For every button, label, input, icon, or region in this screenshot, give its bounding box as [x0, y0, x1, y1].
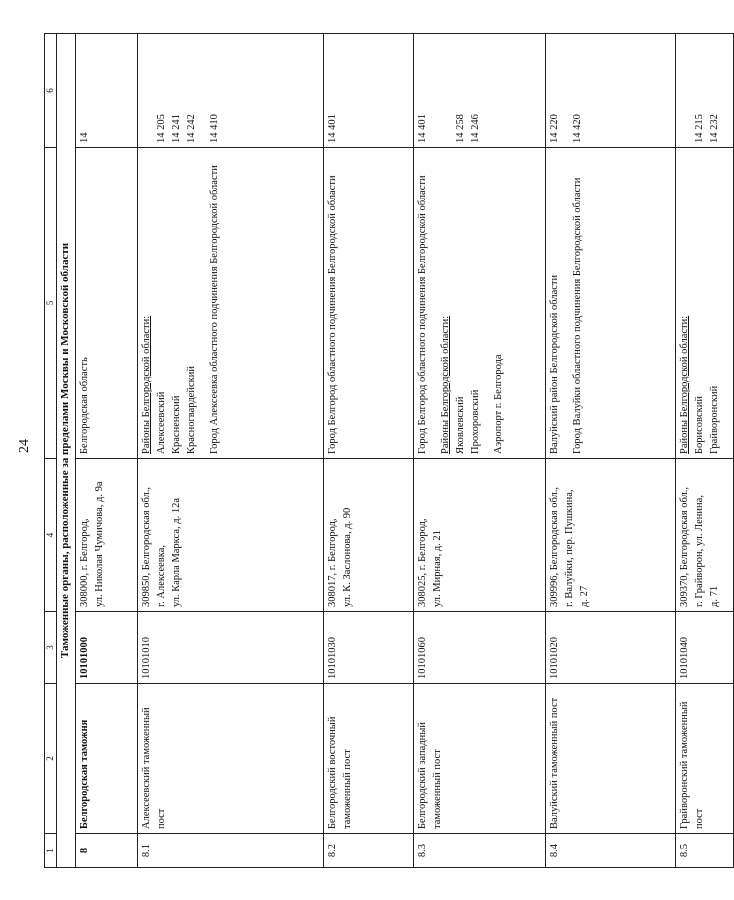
okato-code: 14 220 [549, 114, 560, 143]
okato-spacer [439, 38, 454, 143]
okato-cell [324, 34, 414, 148]
okato-code: 14 205 [155, 114, 167, 143]
customs-office-name: Грайворонский таможенный пост [679, 701, 705, 829]
customs-office-name-cell [76, 684, 138, 834]
okato-code: 14 401 [417, 114, 428, 143]
row-number-cell [414, 834, 546, 868]
address-line: 308025, г. Белгород, [417, 518, 428, 607]
rotated-table-container [44, 34, 720, 868]
okato-spacer [678, 38, 693, 143]
column-number: 5 [45, 148, 57, 459]
customs-office-name: Валуйский таможенный пост [549, 697, 560, 829]
address-line: д. 71 [708, 585, 720, 607]
row-number-cell [138, 834, 324, 868]
customs-office-name: Белгородский западный таможенный пост [417, 722, 443, 829]
customs-office-name: Белгородская таможня [79, 719, 90, 829]
table-row [676, 34, 734, 868]
address-cell [414, 459, 546, 612]
table-row [138, 34, 324, 868]
okato-code: 14 420 [571, 114, 583, 143]
territory-cell [546, 148, 676, 459]
okato-code: 14 410 [208, 114, 220, 143]
okato-cell [414, 34, 546, 148]
customs-office-name-cell [546, 684, 676, 834]
row-number-cell [324, 834, 414, 868]
customs-code: 10101000 [79, 637, 90, 679]
territory-item: Город Алексеевка областного подчинения Белгородской области [208, 165, 220, 454]
row-number: 8.3 [417, 843, 428, 858]
row-number: 8.4 [549, 843, 560, 858]
row-number-cell [546, 834, 676, 868]
group-gap [563, 38, 571, 143]
customs-office-name: Алексеевский таможенный пост [141, 707, 167, 829]
table-row [414, 34, 546, 868]
customs-office-name-cell [414, 684, 546, 834]
address-cell [138, 459, 324, 612]
row-number-cell [676, 834, 734, 868]
address-line: г. Грайворон, ул. Ленина, [693, 495, 705, 607]
territory-cell [324, 148, 414, 459]
address-line: 309850, Белгородская обл., [141, 486, 152, 607]
territory-item: Валуйский район Белгородской области [549, 274, 560, 454]
territory-item: Борисовский [693, 396, 705, 454]
address-line: г. Валуйки, пер. Пушкина, [563, 489, 575, 607]
territory-item: Город Белгород областного подчинения Белгородской области [417, 175, 428, 454]
okato-code: 14 241 [170, 114, 182, 143]
row-number: 8 [79, 847, 90, 854]
okato-code: 14 401 [327, 114, 338, 143]
territory-item: Город Белгород областного подчинения Белгородской области [327, 175, 338, 454]
territory-heading: Районы Белгородской области: [141, 315, 152, 454]
okato-cell [76, 34, 138, 148]
territory-cell [138, 148, 324, 459]
row-number: 8.1 [141, 843, 152, 858]
okato-spacer [140, 38, 155, 143]
group-gap [431, 38, 439, 143]
territory-cell [676, 148, 734, 459]
table-row [324, 34, 414, 868]
address-line: ул. Мирная, д. 21 [431, 530, 443, 607]
address-cell [546, 459, 676, 612]
territory-item: Грайворонский [708, 385, 720, 454]
territory-heading: Районы Белгородской области: [679, 315, 690, 454]
okato-cell [676, 34, 734, 148]
address-line: ул. Николая Чумичова, д. 9а [93, 481, 105, 607]
customs-code-cell [414, 612, 546, 684]
address-cell [324, 459, 414, 612]
territory-item: Белгородская область [79, 357, 90, 454]
column-number: 1 [45, 834, 57, 868]
territory-item: Прохоровский [469, 389, 481, 454]
group-gap [431, 152, 439, 454]
address-line: ул. Карла Маркса, д. 12а [170, 498, 182, 607]
page-number: 24 [17, 439, 32, 453]
territory-item: Яковлевский [454, 396, 466, 454]
column-numbers-row [45, 34, 57, 868]
territory-item: Алексеевский [155, 391, 167, 454]
okato-code: 14 246 [469, 114, 481, 143]
customs-code-cell [324, 612, 414, 684]
address-line: 308017, г. Белгород, [327, 518, 338, 607]
customs-code: 10101040 [679, 637, 690, 679]
territory-cell [76, 148, 138, 459]
okato-code: 14 [79, 132, 90, 143]
territory-cell [414, 148, 546, 459]
group-gap [200, 38, 208, 143]
customs-office-name-cell [324, 684, 414, 834]
okato-cell [546, 34, 676, 148]
okato-code: 14 232 [708, 114, 720, 143]
customs-office-name-cell [676, 684, 734, 834]
row-number: 8.2 [327, 843, 338, 858]
section-title: Таможенные органы, расположенные за пределами Москвы и Московской области [57, 34, 76, 868]
customs-table [44, 33, 734, 868]
territory-heading: Районы Белгородской области: [439, 315, 451, 454]
customs-code: 10101010 [141, 637, 152, 679]
group-gap [484, 152, 492, 454]
customs-code-cell [676, 612, 734, 684]
address-cell [676, 459, 734, 612]
address-line: д. 27 [578, 585, 590, 607]
table-row [546, 34, 676, 868]
customs-code-cell [546, 612, 676, 684]
customs-code-cell [76, 612, 138, 684]
okato-code: 14 215 [693, 114, 705, 143]
address-line: 309370, Белгородская обл., [679, 486, 690, 607]
column-number: 6 [45, 34, 57, 148]
address-line: г. Алексеевка, [155, 545, 167, 607]
customs-code: 10101030 [327, 637, 338, 679]
table-row [76, 34, 138, 868]
row-number: 8.5 [679, 843, 690, 858]
address-line: 308000, г. Белгород, [79, 518, 90, 607]
column-number: 3 [45, 612, 57, 684]
address-line: 309996, Белгородская обл., [549, 486, 560, 607]
address-cell [76, 459, 138, 612]
okato-code: 14 242 [185, 114, 197, 143]
customs-code: 10101020 [549, 637, 560, 679]
territory-item: Красногвардейский [185, 366, 197, 454]
territory-item: Аэропорт г. Белгорода [492, 354, 504, 454]
row-number-cell [76, 834, 138, 868]
group-gap [200, 152, 208, 454]
okato-code: 14 258 [454, 114, 466, 143]
customs-code-cell [138, 612, 324, 684]
customs-code: 10101060 [417, 637, 428, 679]
territory-item: Красненский [170, 395, 182, 454]
customs-office-name-cell [138, 684, 324, 834]
group-gap [563, 152, 571, 454]
column-number: 2 [45, 684, 57, 834]
okato-cell [138, 34, 324, 148]
customs-office-name: Белгородский восточный таможенный пост [327, 716, 353, 829]
group-gap [484, 38, 492, 143]
territory-item: Город Валуйки областного подчинения Белгородской области [571, 177, 583, 454]
column-number: 4 [45, 459, 57, 612]
section-title-row [57, 34, 76, 868]
address-line: ул. К. Заслонова, д. 90 [341, 507, 353, 607]
